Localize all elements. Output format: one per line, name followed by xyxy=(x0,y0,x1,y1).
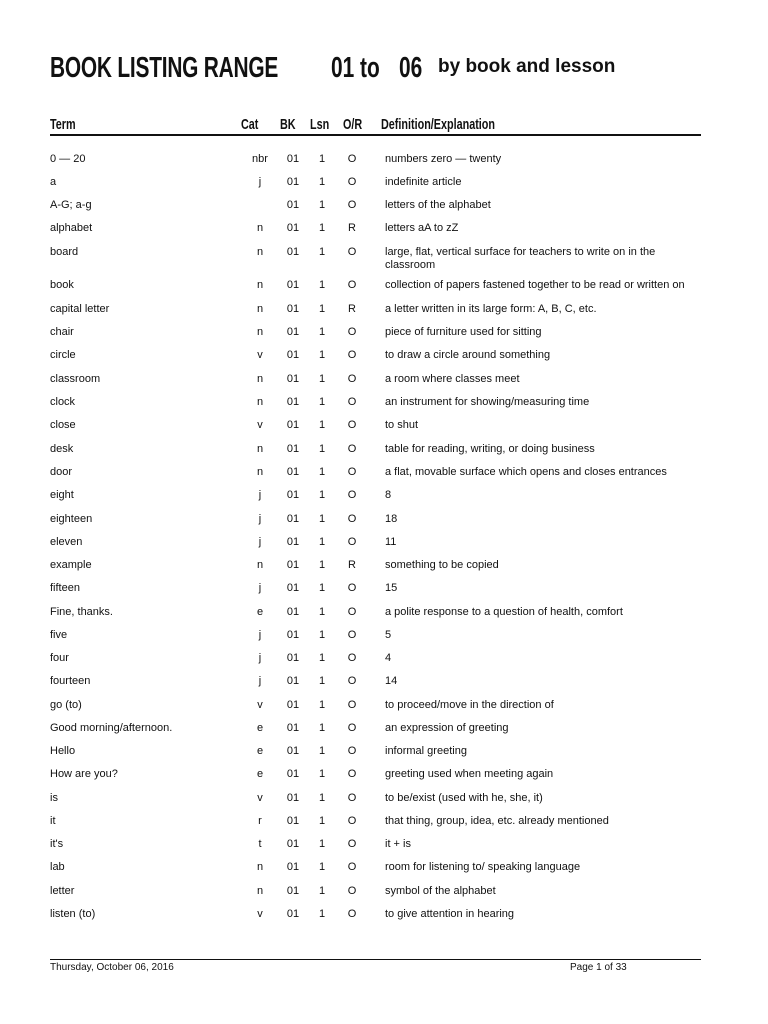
category-cell: n xyxy=(256,559,264,571)
column-header-lsn: Lsn xyxy=(310,116,330,133)
or-cell: O xyxy=(347,513,357,525)
category-cell: n xyxy=(256,885,264,897)
category-cell: n xyxy=(256,443,264,455)
book-cell: 01 xyxy=(286,815,300,827)
book-cell: 01 xyxy=(286,908,300,920)
definition-cell: to shut xyxy=(385,419,419,431)
book-cell: 01 xyxy=(286,675,300,687)
category-cell: e xyxy=(256,606,264,618)
term-cell: Good morning/afternoon. xyxy=(50,722,173,734)
book-cell: 01 xyxy=(286,326,300,338)
lesson-cell: 1 xyxy=(318,722,326,734)
book-cell: 01 xyxy=(286,176,300,188)
footer-page-number: Page 1 of 33 xyxy=(570,962,627,973)
category-cell: n xyxy=(256,396,264,408)
book-cell: 01 xyxy=(286,489,300,501)
book-cell: 01 xyxy=(286,199,300,211)
category-cell: j xyxy=(258,536,262,548)
category-cell: n xyxy=(256,279,264,291)
or-cell: O xyxy=(347,629,357,641)
category-cell: n xyxy=(256,326,264,338)
lesson-cell: 1 xyxy=(318,838,326,850)
book-cell: 01 xyxy=(286,559,300,571)
term-cell: five xyxy=(50,629,68,641)
or-cell: O xyxy=(347,536,357,548)
term-cell: Fine, thanks. xyxy=(50,606,113,618)
definition-cell: 15 xyxy=(385,582,398,594)
category-cell: j xyxy=(258,513,262,525)
definition-cell: a letter written in its large form: A, B, C, etc. xyxy=(385,303,597,315)
term-cell: book xyxy=(50,279,74,291)
definition-cell: it + is xyxy=(385,838,411,850)
category-cell: n xyxy=(256,303,264,315)
lesson-cell: 1 xyxy=(318,815,326,827)
definition-cell: a flat, movable surface which opens and closes entrances xyxy=(385,466,667,478)
term-cell: go (to) xyxy=(50,699,82,711)
term-cell: How are you? xyxy=(50,768,118,780)
book-cell: 01 xyxy=(286,222,300,234)
category-cell: v xyxy=(257,419,263,431)
or-cell: R xyxy=(348,222,356,234)
or-cell: O xyxy=(347,582,357,594)
definition-cell: letters aA to zZ xyxy=(385,222,459,234)
or-cell: R xyxy=(348,559,356,571)
column-header-or: O/R xyxy=(343,116,363,133)
or-cell: O xyxy=(347,153,357,165)
lesson-cell: 1 xyxy=(318,222,326,234)
or-cell: O xyxy=(347,489,357,501)
category-cell: r xyxy=(258,815,262,827)
or-cell: O xyxy=(347,768,357,780)
term-cell: four xyxy=(50,652,69,664)
or-cell: O xyxy=(347,722,357,734)
or-cell: O xyxy=(347,838,357,850)
definition-cell: 4 xyxy=(385,652,392,664)
category-cell: v xyxy=(257,349,263,361)
definition-cell: an instrument for showing/measuring time xyxy=(385,396,590,408)
lesson-cell: 1 xyxy=(318,699,326,711)
definition-cell: to give attention in hearing xyxy=(385,908,515,920)
category-cell: n xyxy=(256,373,264,385)
definition-cell: a room where classes meet xyxy=(385,373,520,385)
category-cell: n xyxy=(256,246,264,258)
lesson-cell: 1 xyxy=(318,582,326,594)
lesson-cell: 1 xyxy=(318,885,326,897)
or-cell: O xyxy=(347,443,357,455)
term-cell: eighteen xyxy=(50,513,93,525)
term-cell: close xyxy=(50,419,76,431)
category-cell: n xyxy=(256,222,264,234)
lesson-cell: 1 xyxy=(318,303,326,315)
category-cell: n xyxy=(256,861,264,873)
term-cell: classroom xyxy=(50,373,101,385)
or-cell: O xyxy=(347,279,357,291)
lesson-cell: 1 xyxy=(318,199,326,211)
category-cell: j xyxy=(258,675,262,687)
definition-cell: room for listening to/ speaking language xyxy=(385,861,581,873)
book-cell: 01 xyxy=(286,536,300,548)
book-cell: 01 xyxy=(286,745,300,757)
book-cell: 01 xyxy=(286,861,300,873)
term-cell: fifteen xyxy=(50,582,80,594)
lesson-cell: 1 xyxy=(318,279,326,291)
or-cell: O xyxy=(347,396,357,408)
definition-cell: letters of the alphabet xyxy=(385,199,491,211)
term-cell: alphabet xyxy=(50,222,93,234)
definition-cell: large, flat, vertical surface for teachers to write on in the classroom xyxy=(385,246,656,271)
category-cell: j xyxy=(258,629,262,641)
term-cell: 0 — 20 xyxy=(50,153,86,165)
term-cell: eight xyxy=(50,489,74,501)
book-cell: 01 xyxy=(286,373,300,385)
column-header-term: Term xyxy=(50,116,76,133)
book-cell: 01 xyxy=(286,443,300,455)
or-cell: O xyxy=(347,745,357,757)
book-cell: 01 xyxy=(286,419,300,431)
book-cell: 01 xyxy=(286,792,300,804)
lesson-cell: 1 xyxy=(318,792,326,804)
book-cell: 01 xyxy=(286,606,300,618)
term-cell: Hello xyxy=(50,745,76,757)
or-cell: O xyxy=(347,792,357,804)
lesson-cell: 1 xyxy=(318,443,326,455)
header-rule xyxy=(50,134,701,136)
term-cell: example xyxy=(50,559,92,571)
column-header-definition: Definition/Explanation xyxy=(381,116,496,133)
book-cell: 01 xyxy=(286,396,300,408)
lesson-cell: 1 xyxy=(318,349,326,361)
definition-cell: 5 xyxy=(385,629,392,641)
or-cell: O xyxy=(347,199,357,211)
lesson-cell: 1 xyxy=(318,675,326,687)
lesson-cell: 1 xyxy=(318,768,326,780)
lesson-cell: 1 xyxy=(318,861,326,873)
lesson-cell: 1 xyxy=(318,466,326,478)
term-cell: clock xyxy=(50,396,76,408)
book-cell: 01 xyxy=(286,652,300,664)
term-cell: A-G; a-g xyxy=(50,199,92,211)
category-cell: j xyxy=(258,652,262,664)
lesson-cell: 1 xyxy=(318,513,326,525)
category-cell: t xyxy=(258,838,262,850)
column-header-bk: BK xyxy=(280,116,296,133)
book-cell: 01 xyxy=(286,303,300,315)
category-cell: e xyxy=(256,768,264,780)
or-cell: O xyxy=(347,699,357,711)
lesson-cell: 1 xyxy=(318,396,326,408)
category-cell: nbr xyxy=(252,153,268,165)
book-cell: 01 xyxy=(286,629,300,641)
definition-cell: collection of papers fastened together to be read or written on xyxy=(385,279,685,291)
title-suffix: by book and lesson xyxy=(438,56,616,77)
term-cell: board xyxy=(50,246,79,258)
book-cell: 01 xyxy=(286,768,300,780)
term-cell: fourteen xyxy=(50,675,91,687)
definition-cell: indefinite article xyxy=(385,176,462,188)
term-cell: listen (to) xyxy=(50,908,96,920)
term-cell: lab xyxy=(50,861,65,873)
book-cell: 01 xyxy=(286,699,300,711)
term-cell: capital letter xyxy=(50,303,110,315)
or-cell: O xyxy=(347,246,357,258)
category-cell: v xyxy=(257,792,263,804)
title-main: BOOK LISTING RANGE xyxy=(50,52,279,84)
term-cell: chair xyxy=(50,326,74,338)
definition-cell: numbers zero — twenty xyxy=(385,153,502,165)
lesson-cell: 1 xyxy=(318,536,326,548)
column-header-cat: Cat xyxy=(241,116,259,133)
lesson-cell: 1 xyxy=(318,176,326,188)
lesson-cell: 1 xyxy=(318,908,326,920)
definition-cell: piece of furniture used for sitting xyxy=(385,326,542,338)
footer-date: Thursday, October 06, 2016 xyxy=(50,962,174,973)
term-cell: door xyxy=(50,466,73,478)
term-cell: is xyxy=(50,792,58,804)
book-cell: 01 xyxy=(286,722,300,734)
category-cell: n xyxy=(256,466,264,478)
term-cell: eleven xyxy=(50,536,83,548)
lesson-cell: 1 xyxy=(318,153,326,165)
lesson-cell: 1 xyxy=(318,606,326,618)
lesson-cell: 1 xyxy=(318,419,326,431)
book-cell: 01 xyxy=(286,153,300,165)
term-cell: letter xyxy=(50,885,75,897)
category-cell: j xyxy=(258,489,262,501)
or-cell: O xyxy=(347,349,357,361)
or-cell: O xyxy=(347,606,357,618)
or-cell: O xyxy=(347,176,357,188)
lesson-cell: 1 xyxy=(318,326,326,338)
definition-cell: to draw a circle around something xyxy=(385,349,551,361)
definition-cell: a polite response to a question of health, comfort xyxy=(385,606,623,618)
category-cell: v xyxy=(257,908,263,920)
definition-cell: symbol of the alphabet xyxy=(385,885,496,897)
term-cell: it xyxy=(50,815,56,827)
category-cell: j xyxy=(258,176,262,188)
definition-cell: 11 xyxy=(385,536,397,548)
definition-cell: to proceed/move in the direction of xyxy=(385,699,554,711)
book-cell: 01 xyxy=(286,513,300,525)
book-cell: 01 xyxy=(286,246,300,258)
lesson-cell: 1 xyxy=(318,559,326,571)
term-cell: circle xyxy=(50,349,76,361)
or-cell: O xyxy=(347,419,357,431)
lesson-cell: 1 xyxy=(318,246,326,258)
or-cell: O xyxy=(347,466,357,478)
title-range-from: 01 to xyxy=(331,52,380,84)
or-cell: O xyxy=(347,815,357,827)
or-cell: O xyxy=(347,861,357,873)
definition-cell: table for reading, writing, or doing business xyxy=(385,443,595,455)
lesson-cell: 1 xyxy=(318,629,326,641)
definition-cell: an expression of greeting xyxy=(385,722,509,734)
category-cell: e xyxy=(256,745,264,757)
book-cell: 01 xyxy=(286,838,300,850)
definition-cell: that thing, group, idea, etc. already mentioned xyxy=(385,815,609,827)
definition-cell: informal greeting xyxy=(385,745,467,757)
or-cell: R xyxy=(348,303,356,315)
definition-cell: 8 xyxy=(385,489,392,501)
or-cell: O xyxy=(347,908,357,920)
term-cell: desk xyxy=(50,443,74,455)
book-cell: 01 xyxy=(286,885,300,897)
definition-cell: to be/exist (used with he, she, it) xyxy=(385,792,543,804)
or-cell: O xyxy=(347,373,357,385)
book-cell: 01 xyxy=(286,279,300,291)
title-range-to: 06 xyxy=(399,52,423,84)
definition-cell: something to be copied xyxy=(385,559,499,571)
book-cell: 01 xyxy=(286,466,300,478)
or-cell: O xyxy=(347,675,357,687)
lesson-cell: 1 xyxy=(318,489,326,501)
lesson-cell: 1 xyxy=(318,652,326,664)
lesson-cell: 1 xyxy=(318,373,326,385)
definition-cell: greeting used when meeting again xyxy=(385,768,554,780)
book-cell: 01 xyxy=(286,582,300,594)
category-cell: v xyxy=(257,699,263,711)
definition-cell: 14 xyxy=(385,675,398,687)
or-cell: O xyxy=(347,652,357,664)
term-cell: a xyxy=(50,176,57,188)
book-cell: 01 xyxy=(286,349,300,361)
definition-cell: 18 xyxy=(385,513,398,525)
or-cell: O xyxy=(347,885,357,897)
term-cell: it's xyxy=(50,838,64,850)
category-cell: e xyxy=(256,722,264,734)
footer-rule xyxy=(50,959,701,960)
lesson-cell: 1 xyxy=(318,745,326,757)
category-cell: j xyxy=(258,582,262,594)
or-cell: O xyxy=(347,326,357,338)
